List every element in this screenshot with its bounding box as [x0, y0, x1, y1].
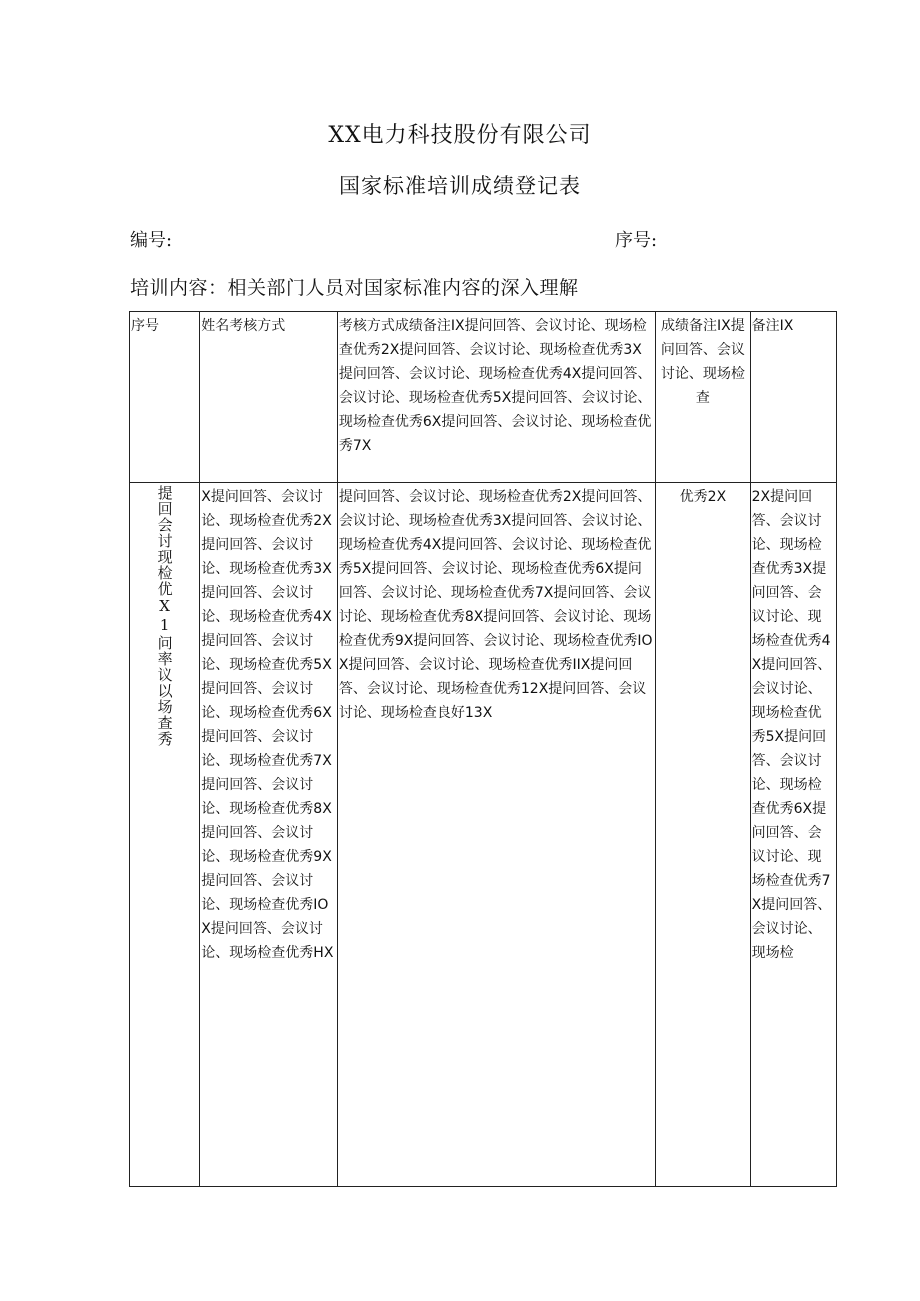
form-title: 国家标准培训成绩登记表	[339, 174, 581, 198]
cell-name-method	[200, 483, 338, 1187]
cell-remark-text: 2X提问回答、会议讨论、现场检查优秀3X提问回答、会议讨论、现场检查优秀4X提问回答、会议讨论、现场检查优秀5X提问回答、会议讨论、现场检查优秀6X提问回答、会议讨论、现场检查优秀7X提问回答、会议讨论、现场检	[751, 489, 832, 961]
cell-serial	[130, 483, 200, 1187]
header-name-method-text: 姓名考核方式	[201, 318, 286, 334]
training-content: 培训内容：相关部门人员对国家标准内容的深入理解	[130, 277, 579, 299]
cell-name-method-text: X提问回答、会议讨论、现场检查优秀2X提问回答、会议讨论、现场检查优秀3X提问回答、会议讨论、现场检查优秀4X提问回答、会议讨论、现场检查优秀5X提问回答、会议讨论、现场检查优秀6X提问回答、会议讨论、现场检查优秀7X提问回答、会议讨论、现场检查优秀8X提问回答、会议讨论、现场检查优秀9X提问回答、会议讨论、现场检查优秀IOX提问回答、会议讨论、现场检查优秀HX	[201, 489, 334, 961]
table-header-row	[130, 312, 837, 483]
cell-remark	[750, 483, 836, 1187]
header-score-remark	[656, 312, 750, 483]
cell-score-text: 优秀2X	[679, 489, 727, 505]
header-name-method	[200, 312, 338, 483]
cell-method-score-remark	[337, 483, 655, 1187]
code-label: 编号:	[130, 230, 173, 251]
cell-score	[656, 483, 750, 1187]
header-method-score-remark-text: 考核方式成绩备注IX提问回答、会议讨论、现场检查优秀2X提问回答、会议讨论、现场检查优秀3X提问回答、会议讨论、现场检查优秀4X提问回答、会议讨论、现场检查优秀5X提问回答、会议讨论、现场检查优秀6X提问回答、会议讨论、现场检查优秀7X	[338, 318, 652, 454]
company-name: XX电力科技股份有限公司	[328, 123, 592, 148]
serial-label: 序号:	[615, 230, 658, 251]
cell-method-score-remark-text: 提问回答、会议讨论、现场检查优秀2X提问回答、会议讨论、现场检查优秀3X提问回答、会议讨论、现场检查优秀4X提问回答、会议讨论、现场检查优秀5X提问回答、会议讨论、现场检查优秀6X提问回答、会议讨论、现场检查优秀7X提问回答、会议讨论、现场检查优秀8X提问回答、会议讨论、现场检查优秀9X提问回答、会议讨论、现场检查优秀IOX提问回答、会议讨论、现场检查优秀IIX提问回答、会议讨论、现场检查优秀12X提问回答、会议讨论、现场检查良好13X	[338, 489, 653, 721]
header-serial-text: 序号	[131, 318, 159, 334]
header-score-remark-text: 成绩备注IX提问回答、会议讨论、现场检查	[660, 318, 745, 406]
header-method-score-remark	[337, 312, 655, 483]
cell-serial-text: 提回会讨现检优X1问率议以场查秀	[155, 485, 174, 747]
table-row	[130, 483, 837, 1187]
score-table	[129, 311, 837, 1187]
header-remark-text: 备注IX	[751, 318, 794, 334]
header-remark	[750, 312, 836, 483]
header-serial	[130, 312, 200, 483]
